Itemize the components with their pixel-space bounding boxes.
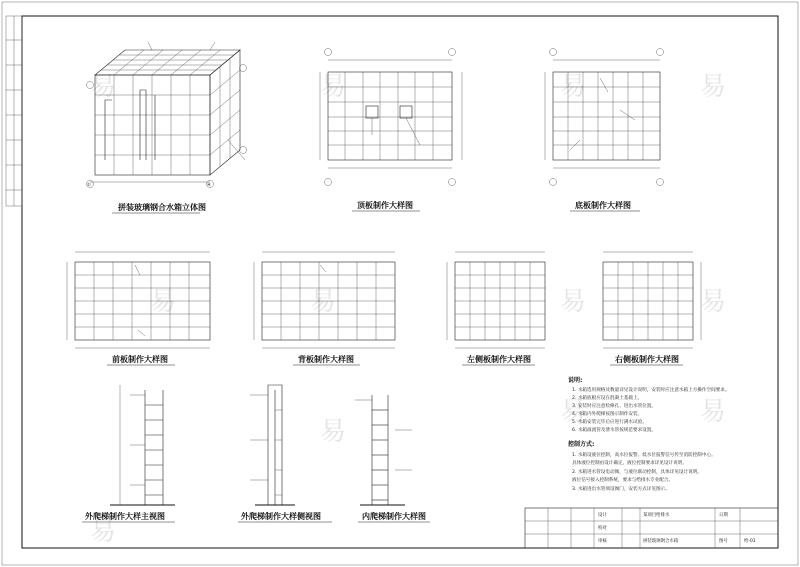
svg-text:具体液位控制由设计确定，液位控制要求详见设计说明。: 具体液位控制由设计确定，液位控制要求详见设计说明。 xyxy=(572,461,687,466)
bottom-plate-view xyxy=(545,49,664,186)
sheet-inner-border xyxy=(22,16,778,548)
isometric-view-title: 拼装玻璃钢合水箱立体图 xyxy=(118,203,206,212)
svg-text:设计: 设计 xyxy=(598,513,607,518)
svg-text:①: ① xyxy=(87,183,91,188)
svg-text:6. 水箱溢流管及泄水管按规范要求设置。: 6. 水箱溢流管及泄水管按规范要求设置。 xyxy=(572,428,656,433)
svg-text:易: 易 xyxy=(700,72,727,102)
svg-text:易: 易 xyxy=(560,72,587,102)
svg-text:校对: 校对 xyxy=(598,526,607,531)
svg-text:1. 水箱设液位控制，高水位报警、低水位报警信号传至消防控制: 1. 水箱设液位控制，高水位报警、低水位报警信号传至消防控制中心。 xyxy=(572,453,716,458)
top-plate-view xyxy=(320,49,462,186)
left-plate-title: 左侧板制作大样图 xyxy=(467,355,531,364)
svg-text:易: 易 xyxy=(90,72,117,102)
watermark-layer xyxy=(90,72,726,547)
svg-text:5. 水箱安装完毕后应进行满水试验。: 5. 水箱安装完毕后应进行满水试验。 xyxy=(572,420,647,425)
svg-text:图号: 图号 xyxy=(719,539,728,544)
svg-text:给-01: 给-01 xyxy=(744,539,756,544)
svg-text:说明:: 说明: xyxy=(568,377,583,384)
front-plate-view xyxy=(67,252,210,348)
svg-text:易: 易 xyxy=(150,287,177,317)
outer-ladder-front-view xyxy=(110,385,175,505)
top-plate-title: 顶板制作大样图 xyxy=(357,201,413,210)
svg-text:审核: 审核 xyxy=(598,539,607,544)
right-plate-view xyxy=(603,252,701,348)
svg-text:液位信号接入控制系统，要求与给排水专业配合。: 液位信号接入控制系统，要求与给排水专业配合。 xyxy=(572,478,674,483)
back-plate-title: 背板制作大样图 xyxy=(298,355,354,364)
outer-ladder-front-title: 外爬梯制作大样主视图 xyxy=(85,512,165,521)
svg-text:易: 易 xyxy=(700,397,727,427)
notes-block xyxy=(567,376,729,492)
sheet-outer-border xyxy=(2,2,798,565)
svg-text:2. 水箱进水管设电动阀，与液位联动控制，具体详见设计说明。: 2. 水箱进水管设电动阀，与液位联动控制，具体详见设计说明。 xyxy=(572,470,702,475)
svg-text:易: 易 xyxy=(700,287,727,317)
svg-text:4. 水箱内外爬梯按图示制作安装。: 4. 水箱内外爬梯按图示制作安装。 xyxy=(572,412,643,417)
front-plate-title: 前板制作大样图 xyxy=(112,355,168,364)
binding-strip xyxy=(6,16,22,206)
svg-text:3. 水箱进出水管须设阀门，安装方式详见图示。: 3. 水箱进出水管须设阀门，安装方式详见图示。 xyxy=(572,487,670,492)
left-plate-view xyxy=(447,252,545,348)
svg-text:易: 易 xyxy=(320,417,347,447)
inner-ladder-title: 内爬梯制作大样图 xyxy=(362,512,426,521)
right-plate-title: 右侧板制作大样图 xyxy=(615,355,679,364)
svg-text:易: 易 xyxy=(320,72,347,102)
svg-text:易: 易 xyxy=(90,517,117,547)
svg-text:控制方式:: 控制方式: xyxy=(568,441,595,448)
outer-ladder-side-view xyxy=(250,385,295,505)
svg-text:2. 水箱底板应设在混凝土基础上。: 2. 水箱底板应设在混凝土基础上。 xyxy=(572,396,643,401)
svg-text:④: ④ xyxy=(207,183,211,188)
svg-text:1. 水箱选用规格及数量详见设计说明，安装时应注意水箱上方操: 1. 水箱选用规格及数量详见设计说明，安装时应注意水箱上方操作空间要求。 xyxy=(572,388,730,393)
inner-ladder-view xyxy=(355,395,412,505)
svg-text:3. 安装时应注意检修孔、进出水管位置。: 3. 安装时应注意检修孔、进出水管位置。 xyxy=(572,404,656,409)
svg-text:易: 易 xyxy=(560,397,587,427)
isometric-view xyxy=(87,42,247,188)
svg-text:拼装玻璃钢合水箱: 拼装玻璃钢合水箱 xyxy=(643,539,679,544)
title-block xyxy=(525,508,778,548)
bottom-plate-title: 底板制作大样图 xyxy=(575,201,631,210)
svg-text:易: 易 xyxy=(310,287,337,317)
outer-ladder-side-title: 外爬梯制作大样侧视图 xyxy=(241,512,321,521)
svg-text:某项目给排水: 某项目给排水 xyxy=(643,513,670,518)
svg-text:易: 易 xyxy=(560,287,587,317)
svg-text:日期: 日期 xyxy=(719,513,728,518)
